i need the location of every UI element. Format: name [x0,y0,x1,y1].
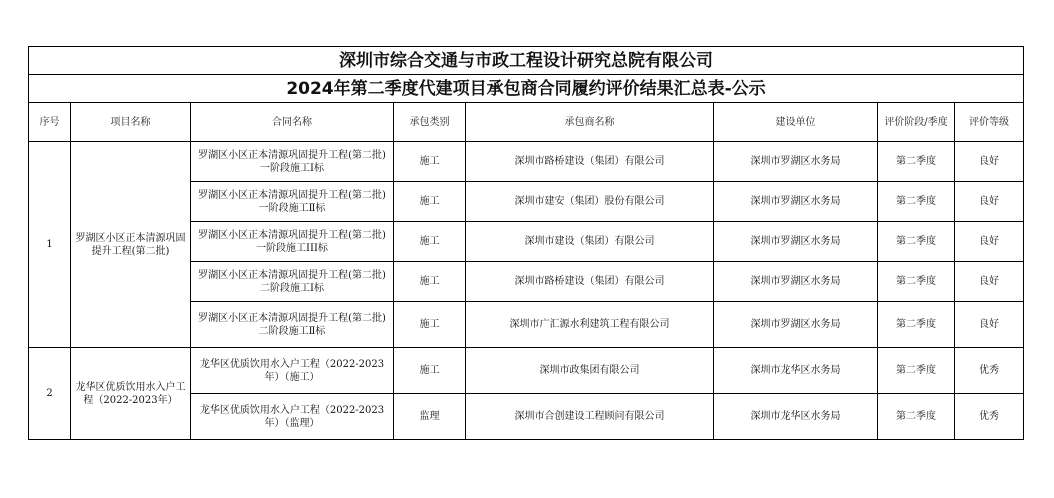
header-project: 项目名称 [71,103,191,142]
contractor-name: 深圳市政集团有限公司 [466,348,714,394]
builder-name: 深圳市罗湖区水务局 [714,222,878,262]
builder-name: 深圳市罗湖区水务局 [714,262,878,302]
contractor-name: 深圳市广汇源水利建筑工程有限公司 [466,302,714,348]
contractor-name: 深圳市路桥建设（集团）有限公司 [466,142,714,182]
builder-name: 深圳市龙华区水务局 [714,394,878,440]
contract-name: 龙华区优质饮用水入户工程（2022-2023年）（监理） [191,394,394,440]
table-row [29,348,1024,394]
contract-type: 施工 [394,262,466,302]
eval-grade: 良好 [955,182,1024,222]
header-contract: 合同名称 [191,103,394,142]
builder-name: 深圳市龙华区水务局 [714,348,878,394]
contract-type: 施工 [394,182,466,222]
builder-name: 深圳市罗湖区水务局 [714,302,878,348]
header-grade: 评价等级 [955,103,1024,142]
row-number: 1 [29,142,71,348]
table-row [29,142,1024,182]
company-title: 深圳市综合交通与市政工程设计研究总院有限公司 [29,47,1024,75]
contract-type: 施工 [394,222,466,262]
project-name: 龙华区优质饮用水入户工程（2022-2023年） [71,348,191,440]
header-contractor: 承包商名称 [466,103,714,142]
contract-type: 监理 [394,394,466,440]
header-no: 序号 [29,103,71,142]
contractor-name: 深圳市合创建设工程顾问有限公司 [466,394,714,440]
contract-type: 施工 [394,142,466,182]
eval-grade: 良好 [955,142,1024,182]
eval-stage: 第二季度 [878,182,955,222]
contractor-name: 深圳市建设（集团）有限公司 [466,222,714,262]
eval-grade: 优秀 [955,348,1024,394]
contract-type: 施工 [394,302,466,348]
header-type: 承包类别 [394,103,466,142]
contractor-name: 深圳市路桥建设（集团）有限公司 [466,262,714,302]
row-number: 2 [29,348,71,440]
header-stage: 评价阶段/季度 [878,103,955,142]
contract-name: 罗湖区小区正本清源巩固提升工程(第二批)二阶段施工Ⅰ标 [191,262,394,302]
eval-stage: 第二季度 [878,222,955,262]
contractor-name: 深圳市建安（集团）股份有限公司 [466,182,714,222]
contract-name: 龙华区优质饮用水入户工程（2022-2023年）（施工） [191,348,394,394]
eval-grade: 良好 [955,302,1024,348]
eval-stage: 第二季度 [878,302,955,348]
header-builder: 建设单位 [714,103,878,142]
eval-stage: 第二季度 [878,348,955,394]
contract-name: 罗湖区小区正本清源巩固提升工程(第二批)一阶段施工Ⅰ标 [191,142,394,182]
report-title: 2024年第二季度代建项目承包商合同履约评价结果汇总表-公示 [29,75,1024,103]
eval-grade: 优秀 [955,394,1024,440]
eval-stage: 第二季度 [878,142,955,182]
contract-name: 罗湖区小区正本清源巩固提升工程(第二批)二阶段施工Ⅱ标 [191,302,394,348]
contract-name: 罗湖区小区正本清源巩固提升工程(第二批)一阶段施工III标 [191,222,394,262]
contract-type: 施工 [394,348,466,394]
evaluation-summary-table [28,46,1024,440]
eval-stage: 第二季度 [878,262,955,302]
project-name: 罗湖区小区正本清源巩固提升工程(第二批) [71,142,191,348]
eval-grade: 良好 [955,222,1024,262]
eval-grade: 良好 [955,262,1024,302]
contract-name: 罗湖区小区正本清源巩固提升工程(第二批)一阶段施工Ⅱ标 [191,182,394,222]
builder-name: 深圳市罗湖区水务局 [714,182,878,222]
eval-stage: 第二季度 [878,394,955,440]
builder-name: 深圳市罗湖区水务局 [714,142,878,182]
